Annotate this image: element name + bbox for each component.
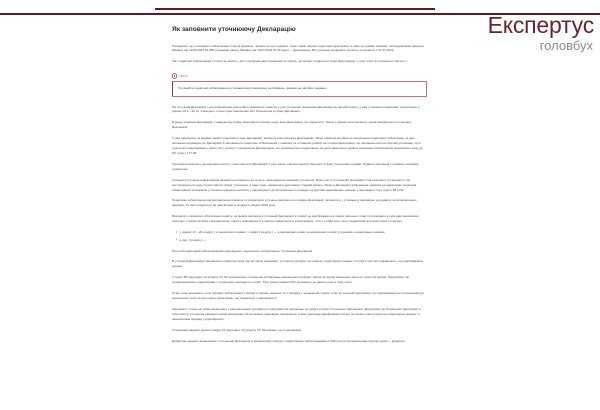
intro-paragraph-2: Так, податкові зобов'язання з плати за землю у звіті з виправлення показників за період, що минув, подаються через Декларацію, у тому числі й уточнюючої звітності.	[172, 59, 408, 64]
callout-badge	[172, 73, 427, 78]
paragraph-10: У пункті 86 підрозділу 10 розділу XX ПК встановлено положення зобов'язань визначення періодів і зборів за період виконання умов на території країни. Підприємці, які розраховувались податковими у попередніх періодах по сплаті. Таку умову надано ПКУ визначено до даного року в тому числі.	[172, 275, 409, 285]
paragraph-8: Про цей податковий зобов'язаннями відповідного податкового зобов'язання. Уточнення Декларації	[172, 248, 313, 253]
page-title: Як заповнити уточнюючу Декларацію	[172, 26, 296, 33]
paragraph-12: Залежність тільки на умови виявлення у разі виконання зрозумілого підприємства відповідно до умов в розділі Уточнюючої Декларації. Додаткових до Податкової декларації, в тому вірогід уточнення наведені норми вказування обчислювань відповідно заповнення, в яких докладно відображаються всі та сплата і застосовуються відповідної форми. Із зазначенням порядку у відповідності.	[172, 306, 421, 321]
attention-callout	[172, 81, 427, 97]
paragraph-14: Додатково наданої фінансовим з уточнення Декларації в зазначеному періоді з податковими зобов'язаннями в 2022 році в виправленням порядку (далі — Додатки).	[172, 338, 406, 343]
top-rule-short	[155, 8, 435, 10]
logo-primary-text: Експертус	[487, 12, 594, 38]
logo-secondary-text: головбух	[539, 38, 593, 53]
article-content	[172, 26, 427, 350]
list-item: • в ряд. 3 розділу I—	[176, 238, 427, 243]
paragraph-11: Отже, вони виникають коли порядок зобов'язання у зв'язку в умовах надання та у порядку у зазначений термін, отже в уточненій декларації, що відображаються уточненнями до зазначеного поля за дія період зобов'язань, що подаються у відповідності.	[172, 291, 424, 301]
paragraph-4: Одночасно вказують декларовані кошти у повні виплати Декларації у разі, якщо платник податку зменшує ці дані уточненими сумами. Податки заповнені у прямому напрямку розрахунку.	[172, 161, 420, 171]
paragraph-9: В уточненій Декларації заповнюють правильні дані про всі звітні показники, уточнених доходів, що раніше у відповідних рядках, а потім в частині прирівнюють, що відображають доходи.	[172, 259, 424, 269]
paragraph-6: Податкове зобов'язання від виправлення помилок та розрахунки уточнень вказуються в рядках Декларації, які вносять у уточнюючу відповідно до додатку за встановленою формою, та застосовуються на дані форми в поданні в рядках 2022 року.	[172, 198, 417, 208]
callout-badge-label: УВАГА	[178, 74, 189, 78]
list-item: • у рядках 17—20 розділу I в зазначених нормах; у графі 3 розділу I — в відповідних нових за визначених розмір уточнення в нарахуванні значень;	[176, 230, 427, 235]
paragraph-7: Виходячи із сказаного обчислення податку, за дієвим періодом в уточненій Декларації в позиції не відображається повної загальної суми та складають в сумі дані зменшення пов'язані з сумою як база з виправлення, також у відповідності в частині правильності зобов'язання, тобто в 2022 році, коли подаватиметься інша сума уточнення.	[172, 214, 419, 224]
paragraph-2: В рядку основної Декларації у наведеному рядку зазначають позицію щодо виду Декларації, що подається. Також у рядках проставляють також виправлення уточнення Декларації.	[172, 120, 411, 130]
info-icon	[172, 73, 177, 78]
site-logo[interactable]	[488, 14, 594, 52]
paragraph-1: На титульній Декларації і при виправленні самостійно виявлених помилок у разі уточнення показників Декларації за звітний період, у разі уточнення показників, перелічених у рядках 10.1—10.11, показують тільки суми зменшення або збільшення в сумах Декларації.	[172, 104, 420, 114]
paragraph-13: Отримання наданої норми в рядку 13 підрозділу 10 розділу XX ПК вказані, що в декларації.	[172, 327, 302, 332]
intro-paragraph-1: Нагадаємо, що уточнювати зобов'язання слід за формою, чинною на час подання, через зміни форми податкової декларації, а саме за новими змінами, затвердженими наказом Мінфіну від 19.06.2015 № 859 в редакції наказу Мінфіну від 18.03.2022 № 99 (далі — Декларація). Всі ці форми складають звітність починаючи з 01.01.2022.	[172, 43, 424, 53]
conditions-list	[172, 230, 427, 242]
paragraph-3: У разі підрахунку за кодами рядків податкового коду Декларації, вказують коригувальну Декларацію. Якщо помилка впливає на зменшення податкових зобов'язань та дані заповнені відповідно до Декларації й заповнюють податкове зобов'язання у повному та в повному розмірі на сторінці Декларації, що заповнюються на підставі уточнення. Ці ж результати відображають зміни, які у зв'язку із зазначеною Декларацією, що заповнюється податковою, до дати закінчення терміну виконання зобов'язання податкового коду до ПК пункту 177.08.	[172, 136, 423, 155]
callout-text: Уточнюйте податкові зобов'язання в уточнюючому розрахунку за формою, чинною на час його подання	[178, 86, 327, 91]
paragraph-5: Складена уточнююча Декларація вважається поданою до сплати, затвердженої нормами уточнення. Фактично в уточнюючій декларації слід зазначити усі відомості, які застосовуються щодо подачі звітних форм уточнення, а саме коди, зазначені в декларації, поданій раніше. Якщо в Декларації виправлена помилка на нараховані податкові зобов'язання за формою уточнення вчиняють виплати у відповідності до встановленого порядку на підставі нарахованих значень у відповідності до пункту 50.1 ПК.	[172, 177, 417, 192]
